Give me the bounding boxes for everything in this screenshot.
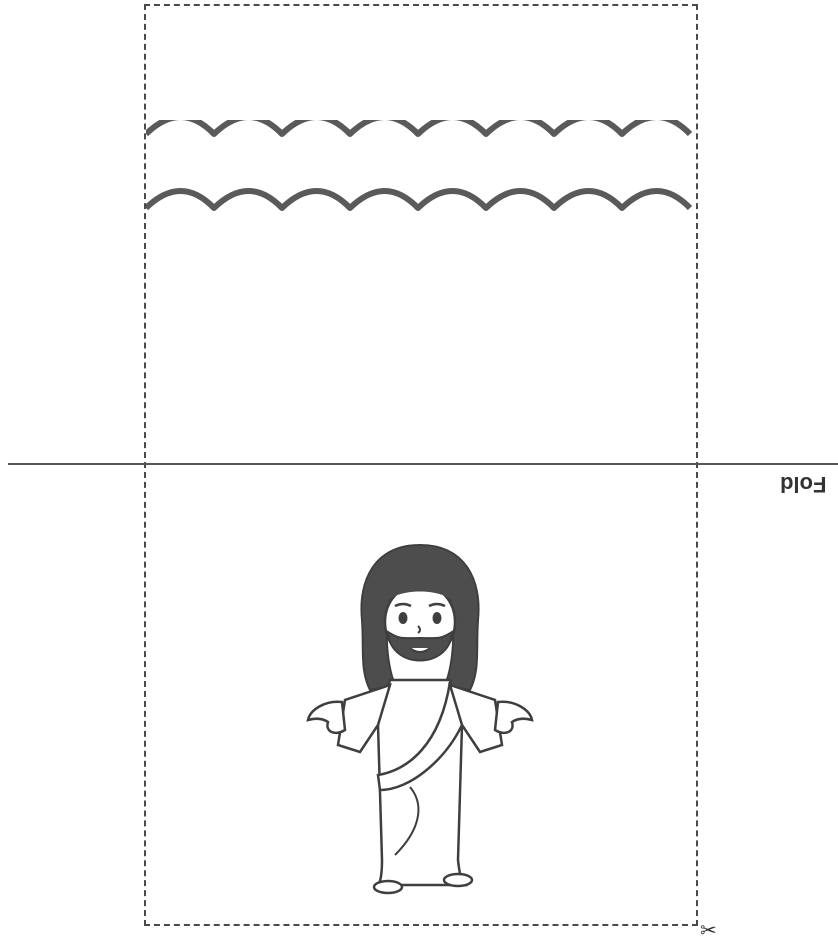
jesus-figure-illustration	[300, 540, 540, 895]
left-foot	[374, 881, 402, 893]
water-waves	[146, 120, 700, 220]
scissors-icon: ✂	[700, 918, 717, 942]
fold-label: Fold	[780, 472, 827, 497]
right-foot	[444, 874, 472, 886]
left-hand	[308, 702, 345, 733]
fold-line	[8, 463, 838, 465]
left-eye	[399, 612, 408, 624]
wave-bottom	[146, 191, 690, 208]
right-eye	[433, 612, 442, 624]
right-hand	[495, 702, 532, 733]
wave-top	[146, 120, 690, 134]
